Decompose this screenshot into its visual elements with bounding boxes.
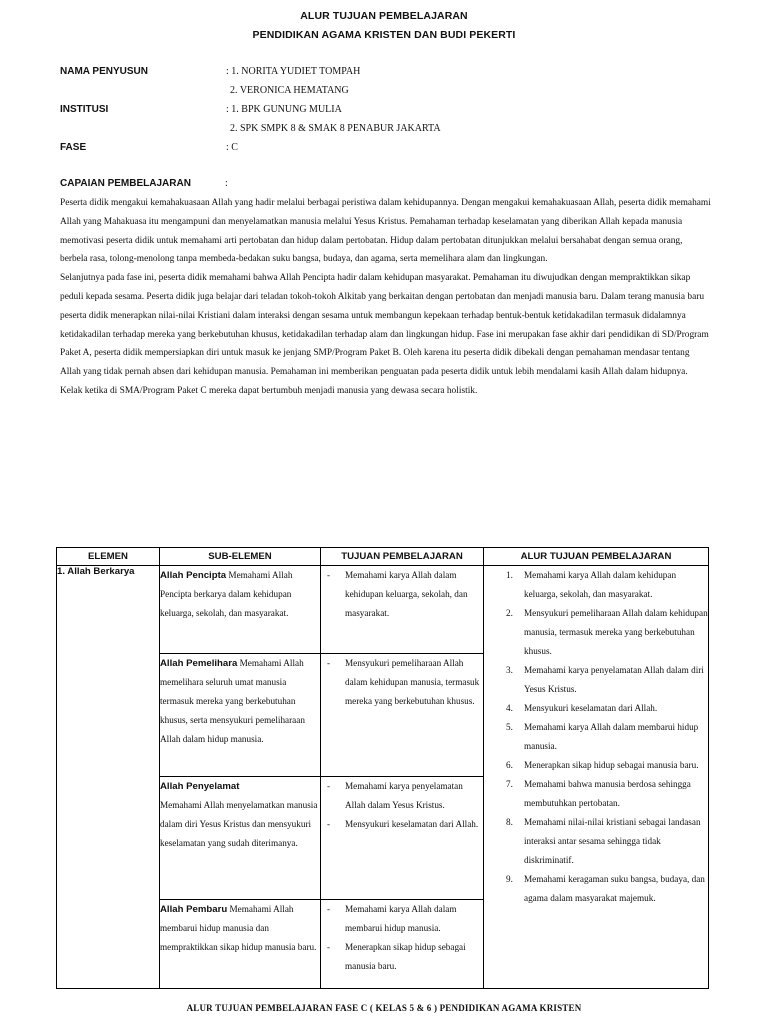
- page-footer: ALUR TUJUAN PEMBELAJARAN FASE C ( KELAS 5 & 6 ) PENDIDIKAN AGAMA KRISTEN: [186, 1003, 582, 1013]
- alur-number: 8.: [506, 817, 513, 827]
- capaian-paragraph-1: Peserta didik mengakui kemahakuasaan Allah yang hadir melalui berbagai peristiwa dalam kehidupannya. Dengan mengakui kemahakuasaan Allah, peserta didik memahami Allah yang Mahakuasa itu mengampuni dan menyelamatkan manusia melalui Yesus Kristus. Pemahaman terhadap keselamatan yang diberikan Allah kepada manusia memotivasi peserta didik untuk memahami arti pertobatan dan hidup dalam pertobatan. Hidup dalam pertobatan ditunjukkan melalui bersahabat dengan semua orang, berbela rasa, tolong-menolong tanpa membeda-bedakan suku bangsa, budaya, dan agama, serta memelihara alam dan lingkungan.: [60, 198, 711, 265]
- alur-number: 7.: [506, 779, 513, 789]
- header-sub-elemen: SUB-ELEMEN: [160, 548, 321, 566]
- capaian-text: [60, 194, 712, 401]
- dash-bullet: -: [327, 658, 331, 668]
- tujuan-item: [321, 654, 483, 711]
- meta-institusi-value-row-2: [60, 123, 720, 141]
- tujuan-item: [321, 900, 483, 938]
- meta-fase-value-row: [60, 142, 720, 160]
- alur-number: 4.: [506, 703, 513, 713]
- alur-cell: [484, 566, 709, 989]
- alur-number: 6.: [506, 760, 513, 770]
- alur-item: [484, 604, 708, 661]
- alur-number: 5.: [506, 722, 513, 732]
- capaian-paragraph-2: Selanjutnya pada fase ini, peserta didik memahami bahwa Allah Pencipta hadir dalam kehidupan masyarakat. Pemahaman itu diwujudkan dengan mempraktikkan sikap peduli kepada sesama. Peserta didik juga belajar dari teladan tokoh-tokoh Alkitab yang berkaitan dengan pertobatan dan menjadi manusia baru. Dalam terang manusia baru peserta didik menerapkan nilai-nilai Kristiani dalam interaksi dengan sesama untuk membangun kepekaan terhadap bentuk-bentuk ketidakadilan termasuk didalamnya ketidakadilan terhadap mereka yang berkebutuhan khusus, ketidakadilan terhadap alam dan lingkungan hidup. Fase ini merupakan fase akhir dari pendidikan di SD/Program Paket A, peserta didik mempersiapkan diri untuk masuk ke jenjang SMP/Program Paket B. Oleh karena itu peserta didik dibekali dengan pemahaman mendasar tentang Allah yang tidak pernah absen dari kehidupan manusia. Pemahaman ini memberikan penguatan pada peserta didik untuk lebih mendalami kasih Allah dalam hidupnya. Kelak ketika di SMA/Program Paket C mereka dapat bertumbuh menjadi manusia yang dewasa secara holistik.: [60, 273, 709, 396]
- table-row: [57, 566, 709, 654]
- sub-elemen-title: Allah Pemelihara: [160, 658, 238, 669]
- sub-elemen-cell: [160, 654, 321, 777]
- sub-elemen-text: Memahami Allah menyelamatkan manusia dalam diri Yesus Kristus dan mensyukuri keselamatan yang sudah diterimanya.: [160, 800, 318, 848]
- alur-text: Memahami karya penyelamatan Allah dalam diri Yesus Kristus.: [524, 665, 704, 694]
- sub-elemen-cell: [160, 777, 321, 900]
- institusi-value-1: : 1. BPK GUNUNG MULIA: [226, 104, 342, 115]
- table-header-row: [57, 548, 709, 566]
- sub-elemen-text: Memahami Allah membarui hidup manusia dan mempraktikkan sikap hidup manusia baru.: [160, 904, 317, 952]
- alur-text: Memahami karya Allah dalam membarui hidup manusia.: [524, 722, 699, 751]
- alur-text: Mensyukuri pemeliharaan Allah dalam kehidupan manusia, termasuk mereka yang berkebutuhan khusus.: [524, 608, 708, 656]
- alur-item: [484, 566, 708, 604]
- dash-bullet: -: [327, 942, 331, 952]
- tujuan-cell: [321, 566, 484, 654]
- dash-bullet: -: [327, 819, 331, 829]
- elemen-cell: 1. Allah Berkarya: [57, 566, 160, 989]
- fase-label: FASE: [60, 142, 87, 153]
- header-elemen: ELEMEN: [57, 548, 160, 566]
- sub-elemen-title: Allah Pencipta: [160, 570, 227, 581]
- tujuan-text: Memahami karya Allah dalam kehidupan keluarga, sekolah, dan masyarakat.: [345, 570, 468, 618]
- institusi-value-2: 2. SPK SMPK 8 & SMAK 8 PENABUR JAKARTA: [230, 123, 441, 134]
- alur-text: Memahami bahwa manusia berdosa sehingga membutuhkan pertobatan.: [524, 779, 691, 808]
- tujuan-item: [321, 777, 483, 815]
- meta-penyusun-value-row: [60, 66, 720, 84]
- atp-table: [56, 547, 709, 989]
- alur-item: [484, 756, 708, 775]
- alur-text: Memahami keragaman suku bangsa, budaya, dan agama dalam masyarakat majemuk.: [524, 874, 705, 903]
- alur-text: Memahami karya Allah dalam kehidupan keluarga, sekolah, dan masyarakat.: [524, 570, 677, 599]
- sub-elemen-text: Memahami Allah memelihara seluruh umat manusia termasuk mereka yang berkebutuhan khusus, serta mensyukuri pemeliharaan Allah dalam hidup manusia.: [160, 658, 305, 744]
- tujuan-cell: [321, 654, 484, 777]
- document-subtitle: PENDIDIKAN AGAMA KRISTEN DAN BUDI PEKERTI: [252, 29, 516, 41]
- alur-item: [484, 718, 708, 756]
- document-title: ALUR TUJUAN PEMBELAJARAN: [300, 10, 468, 22]
- tujuan-text: Mensyukuri pemeliharaan Allah dalam kehidupan manusia, termasuk mereka yang berkebutuhan khusus.: [345, 658, 480, 706]
- header-alur: ALUR TUJUAN PEMBELAJARAN: [484, 548, 709, 566]
- sub-elemen-title: Allah Pembaru: [160, 904, 228, 915]
- dash-bullet: -: [327, 570, 331, 580]
- meta-penyusun-value-row-2: [60, 85, 720, 103]
- capaian-colon: :: [225, 178, 228, 189]
- tujuan-item: [321, 815, 483, 834]
- alur-number: 1.: [506, 570, 513, 580]
- alur-text: Menerapkan sikap hidup sebagai manusia baru.: [524, 760, 699, 770]
- tujuan-cell: [321, 777, 484, 900]
- dash-bullet: -: [327, 904, 331, 914]
- penyusun-label: NAMA PENYUSUN: [60, 66, 148, 77]
- alur-number: 2.: [506, 608, 513, 618]
- alur-item: [484, 813, 708, 870]
- tujuan-text: Menerapkan sikap hidup sebagai manusia baru.: [345, 942, 466, 971]
- alur-number: 3.: [506, 665, 513, 675]
- alur-text: Memahami nilai-nilai kristiani sebagai landasan interaksi antar sesama sehingga tidak diskriminatif.: [524, 817, 701, 865]
- alur-number: 9.: [506, 874, 513, 884]
- header-tujuan: TUJUAN PEMBELAJARAN: [321, 548, 484, 566]
- sub-elemen-cell: [160, 900, 321, 989]
- alur-item: [484, 775, 708, 813]
- tujuan-cell: [321, 900, 484, 989]
- tujuan-item: [321, 566, 483, 623]
- sub-elemen-title: Allah Penyelamat: [160, 781, 240, 792]
- tujuan-text: Memahami karya Allah dalam membarui hidup manusia.: [345, 904, 457, 933]
- sub-elemen-cell: [160, 566, 321, 654]
- alur-item: [484, 699, 708, 718]
- sub-elemen-text: Memahami Allah Pencipta berkarya dalam kehidupan keluarga, sekolah, dan masyarakat.: [160, 570, 293, 618]
- alur-text: Mensyukuri keselamatan dari Allah.: [524, 703, 658, 713]
- alur-item: [484, 661, 708, 699]
- institusi-label: INSTITUSI: [60, 104, 109, 115]
- tujuan-item: [321, 938, 483, 976]
- fase-value: : C: [226, 142, 238, 153]
- dash-bullet: -: [327, 781, 331, 791]
- penyusun-value-1: : 1. NORITA YUDIET TOMPAH: [226, 66, 361, 77]
- tujuan-text: Memahami karya penyelamatan Allah dalam Yesus Kristus.: [345, 781, 463, 810]
- alur-item: [484, 870, 708, 908]
- capaian-label: CAPAIAN PEMBELAJARAN: [60, 178, 191, 189]
- meta-institusi-value-row: [60, 104, 720, 122]
- tujuan-text: Mensyukuri keselamatan dari Allah.: [345, 819, 479, 829]
- penyusun-value-2: 2. VERONICA HEMATANG: [230, 85, 349, 96]
